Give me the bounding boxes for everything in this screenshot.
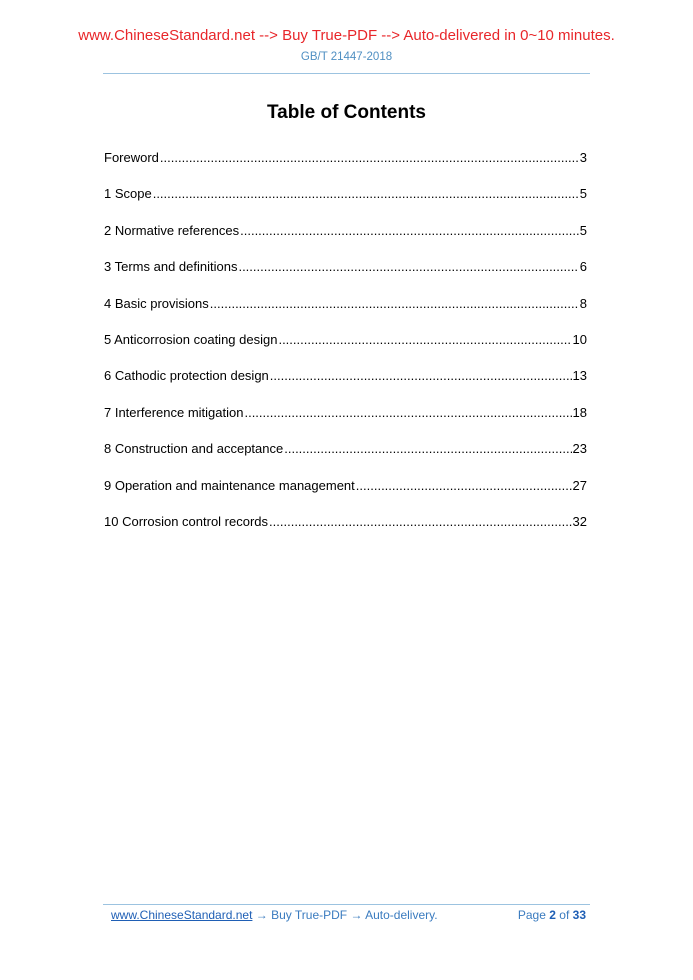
- toc-entry-scope[interactable]: [104, 186, 587, 222]
- toc-entry-label: 5 Anticorrosion coating design: [104, 331, 278, 347]
- toc-dot-leader: [238, 259, 578, 275]
- header-divider: [103, 73, 590, 74]
- toc-entry-terms-and-definitions[interactable]: [104, 259, 587, 295]
- toc-dot-leader: [269, 514, 572, 530]
- toc-entry-page: 32: [572, 513, 587, 529]
- toc-entry-page: 18: [572, 404, 587, 420]
- toc-entry-interference-mitigation[interactable]: [104, 405, 587, 441]
- toc-entry-page: 8: [579, 295, 587, 311]
- toc-entry-page: 6: [579, 259, 587, 275]
- page-current: 2: [549, 908, 556, 922]
- toc-entry-foreword[interactable]: [104, 150, 587, 186]
- footer-promo: [111, 908, 438, 922]
- toc-dot-leader: [240, 223, 579, 239]
- toc-entry-label: 4 Basic provisions: [104, 295, 209, 311]
- footer-site-link[interactable]: www.ChineseStandard.net: [111, 908, 253, 922]
- toc-entry-label: 1 Scope: [104, 186, 152, 202]
- toc-entry-label: 6 Cathodic protection design: [104, 368, 269, 384]
- toc-entry-cathodic-protection-design[interactable]: [104, 368, 587, 404]
- banner-link[interactable]: www.ChineseStandard.net --> Buy True-PDF --> Auto-delivered in 0~10 minutes.: [78, 27, 615, 44]
- standard-code: GB/T 21447-2018: [300, 51, 393, 63]
- page-indicator: [518, 908, 586, 922]
- toc-entry-label: 8 Construction and acceptance: [104, 441, 284, 457]
- table-of-contents: [104, 150, 587, 550]
- toc-entry-page: 27: [572, 477, 587, 493]
- toc-dot-leader: [284, 441, 571, 457]
- toc-entry-label: Foreword: [104, 150, 159, 165]
- toc-entry-label: 9 Operation and maintenance management: [104, 477, 355, 493]
- toc-dot-leader: [270, 368, 572, 384]
- toc-entry-operation-and-maintenance[interactable]: [104, 478, 587, 514]
- header-banner[interactable]: [0, 27, 693, 44]
- toc-entry-page: 5: [579, 186, 587, 202]
- toc-dot-leader: [356, 478, 572, 494]
- footer-divider: [103, 904, 590, 905]
- toc-dot-leader: [153, 186, 579, 202]
- footer-tagline: → Buy True-PDF → Auto-delivery.: [252, 908, 438, 922]
- page-footer: [111, 908, 586, 922]
- toc-entry-label: 10 Corrosion control records: [104, 513, 269, 529]
- toc-dot-leader: [244, 405, 571, 421]
- toc-entry-page: 10: [572, 331, 587, 347]
- toc-entry-construction-and-acceptance[interactable]: [104, 441, 587, 477]
- page-of: of: [559, 908, 570, 922]
- toc-entry-page: 3: [579, 150, 587, 165]
- toc-dot-leader: [160, 150, 579, 166]
- toc-entry-anticorrosion-coating-design[interactable]: [104, 332, 587, 368]
- page-prefix: Page: [517, 908, 546, 922]
- toc-entry-label: 3 Terms and definitions: [104, 259, 238, 275]
- toc-entry-page: 13: [572, 368, 587, 384]
- toc-entry-normative-references[interactable]: [104, 223, 587, 259]
- toc-dot-leader: [278, 332, 571, 348]
- toc-entry-label: 7 Interference mitigation: [104, 404, 244, 420]
- toc-dot-leader: [210, 296, 579, 312]
- page-total: 33: [572, 908, 586, 922]
- toc-entry-label: 2 Normative references: [104, 222, 240, 238]
- toc-entry-page: 23: [572, 441, 587, 457]
- toc-entry-page: 5: [579, 222, 587, 238]
- toc-entry-corrosion-control-records[interactable]: [104, 514, 587, 550]
- page-title: Table of Contents: [266, 102, 427, 123]
- toc-entry-basic-provisions[interactable]: [104, 296, 587, 332]
